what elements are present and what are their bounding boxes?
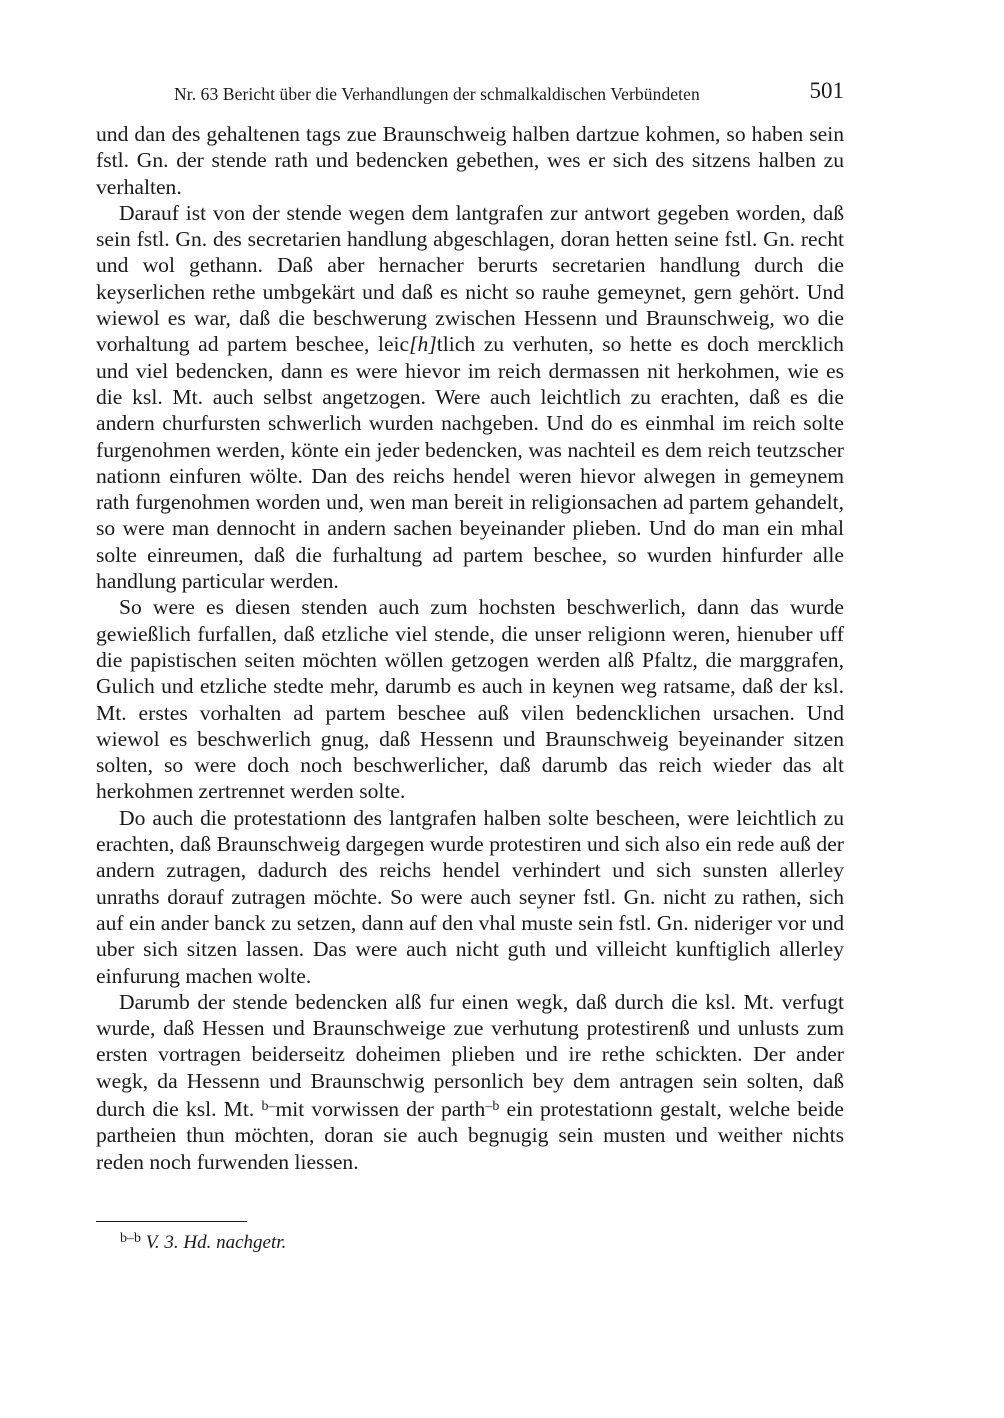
footnote-divider [96,1221,247,1222]
paragraph [96,989,844,1175]
paragraph [96,121,844,200]
paragraph-text: Do auch die protestationn des lantgrafen halben solte bescheen, were leichtlich zu erachten, daß Braunschweig dargegen wurde protestiren und sich also ein rede auß der andern zutragen, dadurch des reichs hendel verhindert und sich sunsten allerley unraths dorauf zutragen möchte. So were auch seyner fstl. Gn. nicht zu rathen, sich auf ein ander banck zu setzen, dann auf den vhal muste sein fstl. Gn. nideriger vor und uber sich sitzen lassen. Das were auch nicht guth und villeicht kunftiglich allerley einfurung machen wolte. [96,805,844,988]
editorial-insertion: [h] [409,332,437,357]
paragraph [96,200,844,594]
footnote-ref-open: b– [261,1098,276,1114]
paragraph-text: und dan des gehaltenen tags zue Braunschweig halben dartzue kohmen, so haben sein fstl. Gn. der stende rath und bedencken gebethen, wes er sich des sitzens halben zu verhalten. [96,122,844,199]
main-text [96,121,844,1175]
paragraph-text: Darumb der stende bedencken alß fur einen wegk, daß durch die ksl. Mt. verfugt wurde, daß Hessen und Braunschweige zue verhutung protestirenß und unlusts zum ersten vortragen beiderseitz doheimen plieben und ire rethe schickten. Der ander wegk, da Hessenn und Braunschwig personlich bey dem antragen sein solten, daß durch die ksl. Mt. [96,989,844,1121]
paragraph [96,805,844,989]
paragraph [96,594,844,804]
paragraph-text: tlich zu verhuten, so hette es doch mercklich und viel bedencken, dann es were hievor im reich dermassen nit herkohmen, wie es die ksl. Mt. auch selbst angetzogen. Were auch leichtlich zu erachten, daß es die andern churfursten schwerlich wurden nachgeben. Und do es einmhal im reich solte furgenohmen werden, könte ein jeder bedencken, was nachteil es dem reich teutzscher nationn einfuren wölte. Dan des reichs hendel weren hievor alwegen in gemeynem rath furgenohmen worden und, wen man bereit in religionsachen ad partem gehandelt, so were man dennocht in andern sachen beyeinander plieben. Und do man ein mhal solte einreumen, daß die furhaltung ad partem beschee, so wurden hinfurder alle handlung particular werden. [96,332,844,594]
paragraph-text: mit vorwissen der parth [275,1096,486,1121]
footnote-text: V. 3. Hd. nachgetr. [145,1232,287,1253]
paragraph-text: ein protestationn gestalt, welche beide partheien thun möchten, doran sie auch begnugig sein musten und weither nichts reden noch furwenden liessen. [96,1096,845,1174]
footnote-ref-close: –b [485,1098,500,1114]
paragraph-text: So were es diesen stenden auch zum hochsten beschwerlich, dann das wurde gewießlich furfallen, daß etzliche viel stende, die unser religionn weren, hienuber uff die papistischen seiten möchten wöllen getzogen werden alß Pfaltz, die marggrafen, Gulich und etzliche stedte mehr, darumb es auch in keynen weg ratsame, daß der ksl. Mt. erstes vorhalten ad partem beschee auß vilen bedencklichen ursachen. Und wiewol es beschwerlich gnug, daß Hessenn und Braunschweig beyeinander sitzen solten, so were doch noch beschwerlicher, daß darumb das reich wieder das alt herkohmen zertrennet werden solte. [96,595,844,804]
running-title: Nr. 63 Bericht über die Verhandlungen der schmalkaldischen Verbündeten [174,84,700,104]
page-number: 501 [809,78,844,103]
footnote-marker: b–b [120,1231,141,1246]
running-head [96,78,844,110]
paragraph-text: Darauf ist von der stende wegen dem lantgrafen zur antwort gegeben worden, daß sein fstl. Gn. des secretarien handlung abgeschlagen, doran hetten seine fstl. Gn. recht und wol gethann. Daß aber hernacher berurts secretarien handlung durch die keyserlichen rethe umbgekärt und daß es nicht so rauhe gemeynet, gern gehört. Und wiewol es war, daß die beschwerung zwischen Hessenn und Braunschweig, wo die vorhaltung ad partem beschee, leic [96,200,844,357]
footnote [120,1227,286,1255]
